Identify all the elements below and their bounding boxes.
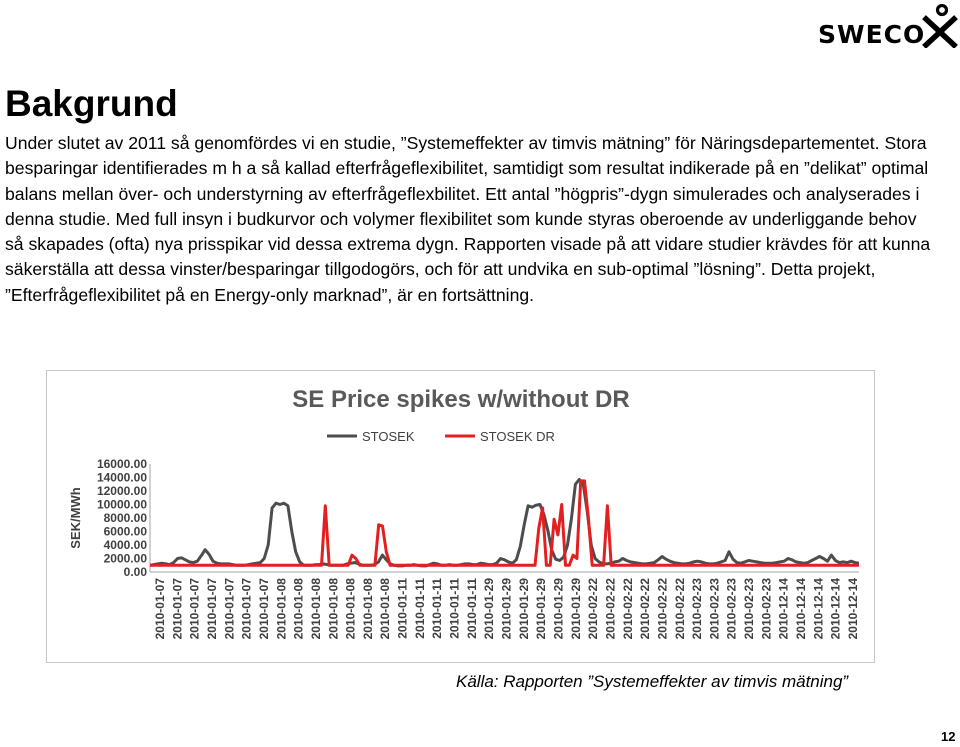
y-tick-label: 10000.00 [96, 497, 147, 512]
x-tick-label: 2010-01-07 [222, 578, 237, 640]
x-tick-label: 2010-12-14 [794, 578, 809, 640]
y-tick-label: 0.00 [123, 565, 147, 579]
x-tick-label: 2010-01-07 [204, 578, 219, 640]
source-note: Källa: Rapporten ”Systemeffekter av timvis mätning” [456, 672, 849, 691]
x-tick-label: 2010-01-29 [551, 578, 566, 640]
x-tick-label: 2010-02-23 [759, 578, 774, 640]
page-title: Bakgrund [5, 83, 178, 124]
y-tick-label: 16000.00 [96, 457, 147, 471]
x-tick-label: 2010-01-07 [256, 578, 271, 640]
x-tick-label: 2010-01-11 [430, 578, 445, 639]
x-tick-label: 2010-02-22 [655, 578, 670, 640]
x-tick-label: 2010-01-11 [412, 578, 427, 639]
x-tick-label: 2010-01-08 [291, 578, 306, 640]
x-tick-label: 2010-12-14 [776, 578, 791, 640]
x-tick-label: 2010-01-29 [499, 578, 514, 640]
x-tick-label: 2010-02-23 [707, 578, 722, 640]
x-tick-label: 2010-01-07 [187, 578, 202, 640]
y-tick-label: 14000.00 [96, 470, 147, 485]
y-tick-label: 6000.00 [103, 524, 147, 539]
x-tick-label: 2010-01-29 [482, 578, 497, 640]
page-number: 12 [941, 729, 956, 744]
x-tick-label: 2010-02-22 [672, 578, 687, 640]
series-line-stosek [150, 480, 859, 566]
series-line-stosek-dr [150, 481, 859, 565]
x-tick-label: 2010-01-07 [170, 578, 185, 640]
y-axis-label: SEK/MWh [68, 487, 83, 549]
x-tick-label: 2010-01-08 [343, 578, 358, 640]
x-tick-label: 2010-01-07 [239, 578, 254, 640]
price-spike-chart [46, 370, 875, 663]
x-tick-label: 2010-12-14 [828, 578, 843, 640]
x-tick-label: 2010-01-29 [568, 578, 583, 640]
x-tick-label: 2010-02-22 [586, 578, 601, 640]
legend-label-1: STOSEK DR [480, 429, 555, 444]
x-tick-label: 2010-01-29 [534, 578, 549, 640]
chart-canvas [47, 371, 876, 664]
sweco-logo [818, 4, 960, 48]
legend-label-0: STOSEK [362, 429, 415, 444]
chart-title: SE Price spikes w/without DR [292, 386, 630, 413]
y-tick-label: 2000.00 [103, 551, 147, 566]
x-tick-label: 2010-01-08 [326, 578, 341, 640]
x-tick-label: 2010-12-14 [846, 578, 860, 640]
x-tick-label: 2010-02-23 [724, 578, 739, 640]
x-tick-label: 2010-12-14 [811, 578, 826, 640]
x-tick-label: 2010-01-11 [447, 578, 462, 639]
x-tick-label: 2010-01-08 [378, 578, 393, 640]
y-tick-label: 4000.00 [103, 538, 147, 552]
x-tick-label: 2010-01-07 [153, 578, 167, 640]
x-tick-label: 2010-02-22 [620, 578, 635, 640]
x-tick-label: 2010-02-22 [638, 578, 653, 640]
x-tick-label: 2010-01-29 [516, 578, 531, 640]
body-paragraph: Under slutet av 2011 så genomfördes vi en studie, ”Systemeffekter av timvis mätning” för Näringsdepartementet. Stora besparingar identifierades m h a så kallad efterfrågeflexibilitet, samtidigt som resultat indikerade på en ”delikat” optimal balans mellan över- och understyrning av efterfrågeflexbilitet. Ett antal ”högpris”-dygn simulerades och analyserades i denna studie. Med full insyn i budkurvor och volymer flexibilitet som kunde styras oberoende av underliggande behov så skapades (ofta) nya prisspikar vid dessa extrema dygn. Rapporten visade på att vidare studier krävdes för att kunna säkerställa att dessa vinster/besparingar tillgodogörs, och för att undvika en sub-optimal ”lösning”. Detta projekt, ”Efterfrågeflexibilitet på en Energy-only marknad”, är en fortsättning. [5, 133, 931, 305]
x-tick-label: 2010-01-08 [274, 578, 289, 640]
y-tick-label: 12000.00 [96, 484, 147, 498]
sweco-person-icon [922, 4, 958, 48]
x-tick-label: 2010-02-23 [742, 578, 757, 640]
x-tick-label: 2010-01-11 [395, 578, 410, 639]
x-tick-label: 2010-01-11 [464, 578, 479, 639]
y-tick-label: 8000.00 [103, 511, 147, 525]
x-tick-label: 2010-01-08 [308, 578, 323, 640]
logo-wordmark: SWECO [818, 20, 926, 49]
x-tick-label: 2010-02-23 [690, 578, 705, 640]
x-tick-label: 2010-01-08 [360, 578, 375, 640]
x-tick-label: 2010-02-22 [603, 578, 618, 640]
